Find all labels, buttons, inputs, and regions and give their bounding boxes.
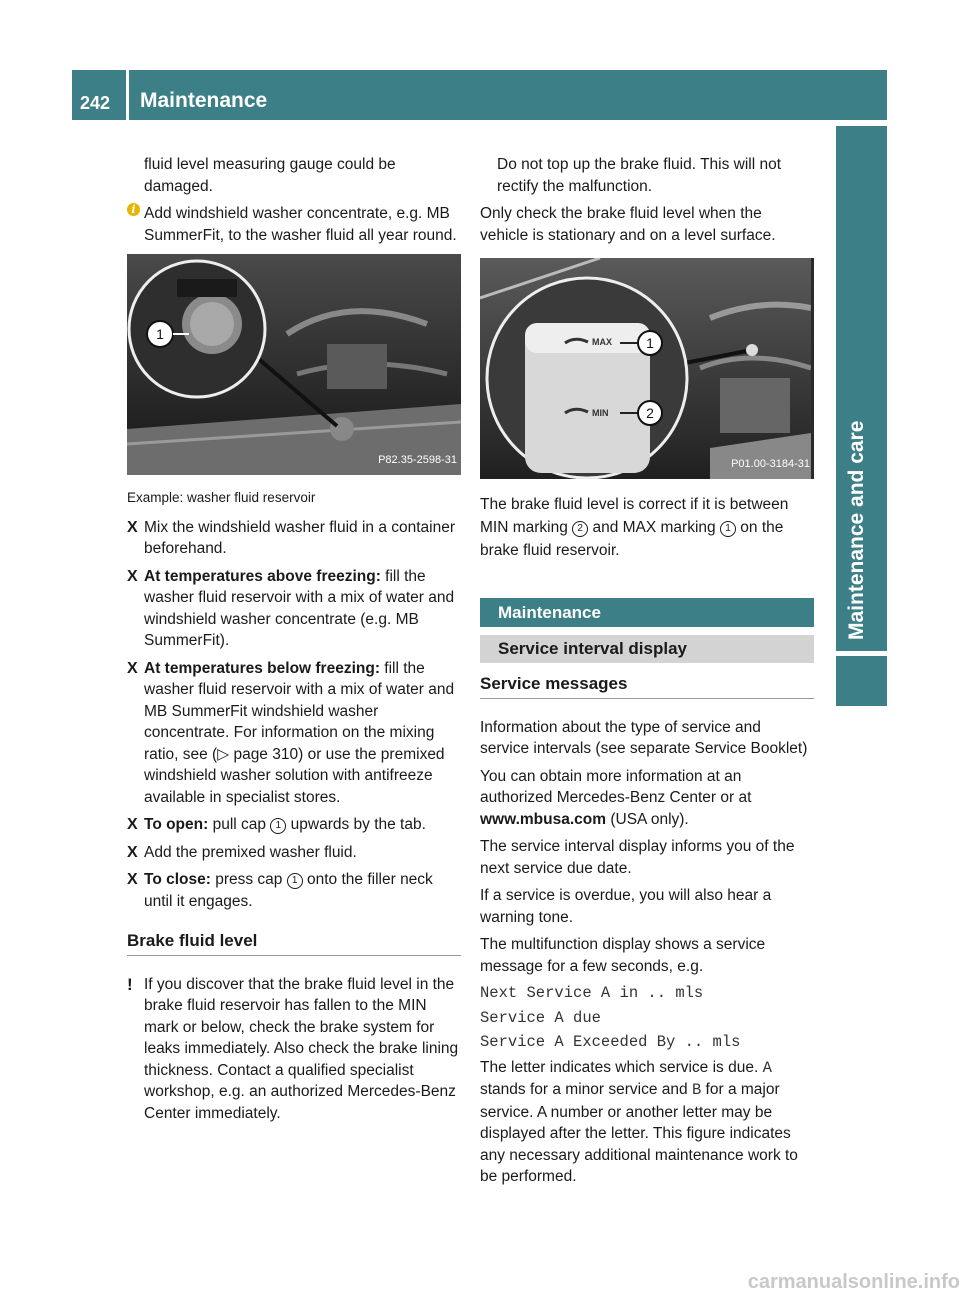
paragraph: The service interval display informs you of the next service due date. — [480, 838, 795, 877]
instruction-step — [127, 517, 461, 560]
paragraph: fluid level measuring gauge could be damaged. — [144, 156, 396, 195]
warning-note-text: If you discover that the brake fluid level in the brake fluid reservoir has fallen to the MIN mark or below, check the brake system for leaks immediately. Also check the brake lining thickness. Contact a qualified specialist workshop, e.g. an authorized Mercedes-Benz Center immediately. — [144, 975, 459, 1122]
subsection-bar: Service interval display — [480, 635, 814, 663]
brake-reservoir-illustration — [480, 258, 811, 479]
paragraph: The brake fluid level is correct if it is between MIN marking 2 and MAX marking 1 on the brake fluid reservoir. — [480, 496, 789, 559]
washer-fluid-photo — [127, 254, 461, 475]
callout-2: 2 — [646, 405, 654, 421]
paragraph: The multifunction display shows a service message for a few seconds, e.g. — [480, 936, 766, 975]
paragraph: Information about the type of service and service intervals (see separate Service Booklet) — [480, 718, 808, 757]
display-message: Next Service A in .. mls — [480, 984, 704, 1002]
callout-ref: 1 — [720, 521, 736, 537]
website-link[interactable]: www.mbusa.com — [480, 810, 607, 828]
max-label: MAX — [592, 337, 612, 347]
instruction-step — [127, 566, 461, 652]
side-tab-label: Maintenance and care — [845, 420, 868, 640]
callout-ref: 1 — [287, 873, 303, 889]
paragraph: Do not top up the brake fluid. This will not rectify the malfunction. — [497, 156, 782, 195]
step-label: At temperatures below freezing: — [144, 659, 380, 677]
display-message: Service A due — [480, 1008, 601, 1027]
paragraph: You can obtain more information at an authorized Mercedes-Benz Center or at www.mbusa.com (USA only). — [480, 767, 752, 828]
left-column — [127, 154, 461, 1124]
header-separator — [126, 70, 129, 120]
step-arrow-icon: X — [127, 843, 138, 861]
step-label: To close: — [144, 871, 211, 888]
section-bar: Maintenance — [480, 598, 814, 627]
step-arrow-icon: X — [127, 567, 138, 585]
engine-bay-illustration — [127, 254, 461, 475]
paragraph: The letter indicates which service is due. A stands for a minor service and B for a major service. A number or another letter may be displayed after the letter. This figure indicates any necessary additional maintenance work to be performed. — [480, 1058, 798, 1185]
info-note-text: Add windshield washer concentrate, e.g. MB SummerFit, to the washer fluid all year round. — [144, 205, 457, 244]
info-icon: i — [127, 203, 140, 216]
display-message: Service A Exceeded By .. mls — [480, 1033, 741, 1051]
step-arrow-icon: X — [127, 816, 138, 833]
info-note — [127, 203, 461, 246]
right-column — [480, 154, 814, 1188]
min-label: MIN — [592, 408, 609, 418]
paragraph: Only check the brake fluid level when the vehicle is stationary and on a level surface. — [480, 205, 776, 244]
step-label: At temperatures above freezing: — [144, 567, 381, 585]
callout-1: 1 — [156, 326, 164, 342]
chapter-title: Maintenance — [140, 89, 268, 112]
callout-ref: 1 — [270, 818, 286, 834]
step-arrow-icon: X — [127, 518, 138, 536]
photo-code: P82.35-2598-31 — [378, 453, 457, 466]
watermark: carmanualsonline.info — [747, 1271, 960, 1293]
step-arrow-icon: X — [127, 659, 138, 677]
instruction-step — [127, 842, 461, 864]
brake-fluid-photo — [480, 258, 814, 479]
side-tab-marker — [836, 656, 887, 706]
step-text: fill the washer fluid reservoir with a mix of water and windshield washer concentrate (e.g. MB SummerFit). — [144, 567, 455, 649]
photo-caption: Example: washer fluid reservoir — [127, 490, 316, 505]
step-label: To open: — [144, 816, 209, 833]
paragraph: If a service is overdue, you will also hear a warning tone. — [480, 887, 772, 926]
step-text: Mix the windshield washer fluid in a container beforehand. — [144, 518, 456, 557]
section-heading: Service messages — [480, 673, 814, 699]
section-heading: Brake fluid level — [127, 930, 461, 956]
warning-icon: ! — [127, 974, 133, 994]
step-text: Add the premixed washer fluid. — [144, 843, 357, 861]
instruction-step — [127, 658, 461, 809]
instruction-step: X To close: press cap 1 onto the filler neck until it engages. — [127, 871, 433, 910]
page-number: 242 — [80, 93, 111, 113]
warning-note — [127, 974, 461, 1125]
callout-1: 1 — [646, 335, 654, 351]
callout-ref: 2 — [572, 521, 588, 537]
instruction-step: X To open: pull cap 1 upwards by the tab. — [127, 814, 461, 836]
step-arrow-icon: X — [127, 871, 138, 888]
photo-code: P01.00-3184-31 — [731, 457, 810, 470]
step-text: fill the washer fluid reservoir with a mix of water and MB SummerFit windshield washer concentrate. For information on the mixing ratio, see (▷ page 310) or use the premixed windshield washer solution with antifreeze available in specialist stores. — [144, 659, 455, 806]
